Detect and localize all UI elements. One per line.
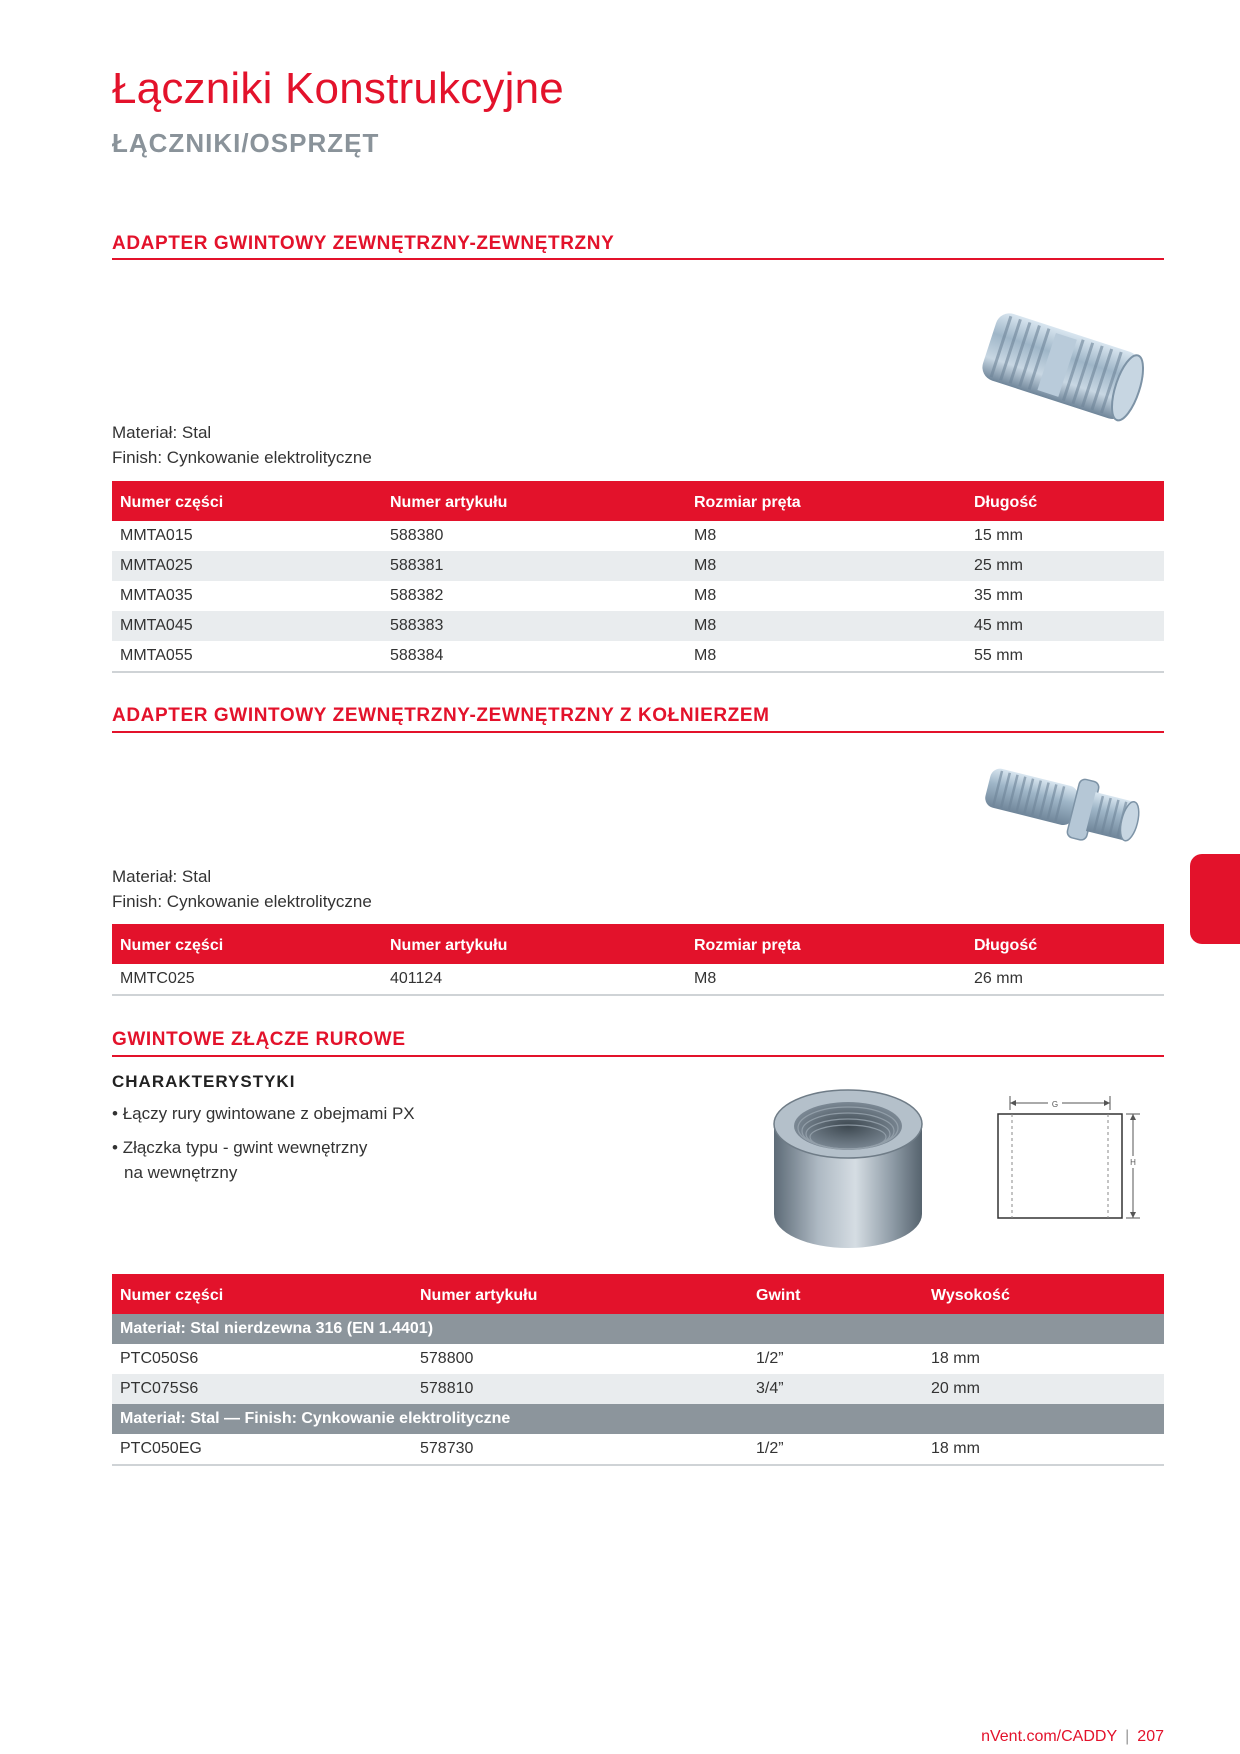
cell: 26 mm [966, 964, 1164, 995]
cell: 1/2” [756, 1350, 784, 1367]
cell: 55 mm [966, 641, 1164, 672]
dimension-diagram [990, 1090, 1150, 1226]
cell: 25 mm [966, 551, 1164, 581]
column-header: Numer części [112, 924, 382, 964]
cell: PTC075S6 [112, 1374, 412, 1404]
cell: M8 [694, 587, 717, 604]
cell: M8 [686, 611, 966, 641]
page-number: 207 [1137, 1728, 1164, 1745]
section-rule [112, 1055, 1164, 1057]
bullet-text: Łączy rury gwintowane z obejmami PX [122, 1104, 415, 1123]
cell: MMTA055 [112, 641, 382, 672]
diagram-label-g: G [1051, 1100, 1059, 1109]
table-row [112, 611, 1164, 641]
cell: 588384 [382, 641, 686, 672]
spec-table-2 [112, 924, 1164, 996]
finish-text: Finish: Cynkowanie elektrolityczne [112, 448, 372, 467]
footer-site-link[interactable]: nVent.com/CADDY [981, 1728, 1118, 1745]
column-header: Numer artykułu [382, 481, 686, 521]
cell: 588380 [390, 527, 444, 544]
side-tab-marker [1190, 854, 1240, 944]
finish-text: Finish: Cynkowanie elektrolityczne [112, 892, 372, 911]
cell: MMTC025 [112, 964, 382, 995]
cell: 578730 [412, 1434, 748, 1465]
cell: 15 mm [974, 527, 1023, 544]
cell: M8 [686, 641, 966, 672]
table-header [112, 1274, 1164, 1314]
spec-table-1 [112, 481, 1164, 673]
cell: MMTA015 [120, 527, 193, 544]
cell: M8 [686, 964, 966, 995]
cell: 588382 [390, 587, 444, 604]
cell: 18 mm [923, 1434, 1164, 1465]
column-header: Numer części [112, 1274, 412, 1314]
table-row [112, 581, 1164, 611]
characteristics-heading: CHARAKTERYSTYKI [112, 1072, 296, 1091]
cell: 3/4” [748, 1374, 923, 1404]
cell: 578810 [412, 1374, 748, 1404]
column-header: Numer artykułu [412, 1274, 748, 1314]
cell: MMTA035 [120, 587, 193, 604]
table-row [112, 641, 1164, 672]
cell: 35 mm [974, 587, 1023, 604]
spec-table-3 [112, 1274, 1164, 1466]
threaded-adapter-image [975, 296, 1145, 442]
cell: 20 mm [923, 1374, 1164, 1404]
cell: 1/2” [748, 1434, 923, 1465]
flanged-adapter-image [975, 760, 1145, 854]
table-row [112, 964, 1164, 995]
table-header [112, 924, 1164, 964]
table-row [112, 1434, 1164, 1465]
cell: M8 [686, 551, 966, 581]
column-header: Numer części [112, 481, 382, 521]
section-heading-3: GWINTOWE ZŁĄCZE RUROWE [112, 1029, 406, 1050]
table-group-row [112, 1314, 1164, 1344]
column-header: Rozmiar pręta [686, 924, 966, 964]
cell: M8 [694, 527, 717, 544]
material-text: Materiał: Stal [112, 423, 212, 442]
section-heading-1: ADAPTER GWINTOWY ZEWNĘTRZNY-ZEWNĘTRZNY [112, 233, 615, 254]
cell: PTC050S6 [120, 1350, 199, 1367]
column-header: Wysokość [923, 1274, 1164, 1314]
table-row [112, 551, 1164, 581]
cell: PTC050EG [112, 1434, 412, 1465]
page-footer [981, 1728, 1164, 1746]
footer-separator: | [1125, 1728, 1130, 1745]
cell: MMTA025 [112, 551, 382, 581]
feature-bullet: • Złączka typu - gwint wewnętrzny [112, 1138, 368, 1157]
diagram-label-h: H [1130, 1158, 1136, 1167]
table-row [112, 1374, 1164, 1404]
column-header: Długość [966, 924, 1164, 964]
section-rule [112, 258, 1164, 260]
cell: MMTA045 [112, 611, 382, 641]
bullet-continuation: na wewnętrzny [124, 1163, 238, 1182]
column-header: Numer artykułu [382, 924, 686, 964]
table-row [112, 521, 1164, 551]
cell: 578800 [420, 1350, 474, 1367]
section-rule [112, 731, 1164, 733]
table-row [112, 1344, 1164, 1374]
page-subtitle: ŁĄCZNIKI/OSPRZĘT [112, 128, 380, 158]
column-header: Długość [966, 481, 1164, 521]
cell: 401124 [382, 964, 686, 995]
cell: 18 mm [931, 1350, 980, 1367]
table-header [112, 481, 1164, 521]
group-label: Materiał: Stal — Finish: Cynkowanie elektrolityczne [112, 1404, 1164, 1434]
section-heading-2: ADAPTER GWINTOWY ZEWNĘTRZNY-ZEWNĘTRZNY Z KOŁNIERZEM [112, 705, 770, 726]
cell: 588381 [382, 551, 686, 581]
feature-bullet: • Łączy rury gwintowane z obejmami PX [112, 1104, 415, 1123]
table-group-row [112, 1404, 1164, 1434]
bullet-text: Złączka typu - gwint wewnętrzny [122, 1138, 368, 1157]
group-label: Materiał: Stal nierdzewna 316 (EN 1.4401) [112, 1314, 1164, 1344]
cell: 588383 [382, 611, 686, 641]
cell: 45 mm [966, 611, 1164, 641]
page-title: Łączniki Konstrukcyjne [112, 64, 564, 113]
column-header: Gwint [748, 1274, 923, 1314]
column-header: Rozmiar pręta [686, 481, 966, 521]
material-text: Materiał: Stal [112, 867, 212, 886]
pipe-coupling-image [770, 1086, 926, 1252]
